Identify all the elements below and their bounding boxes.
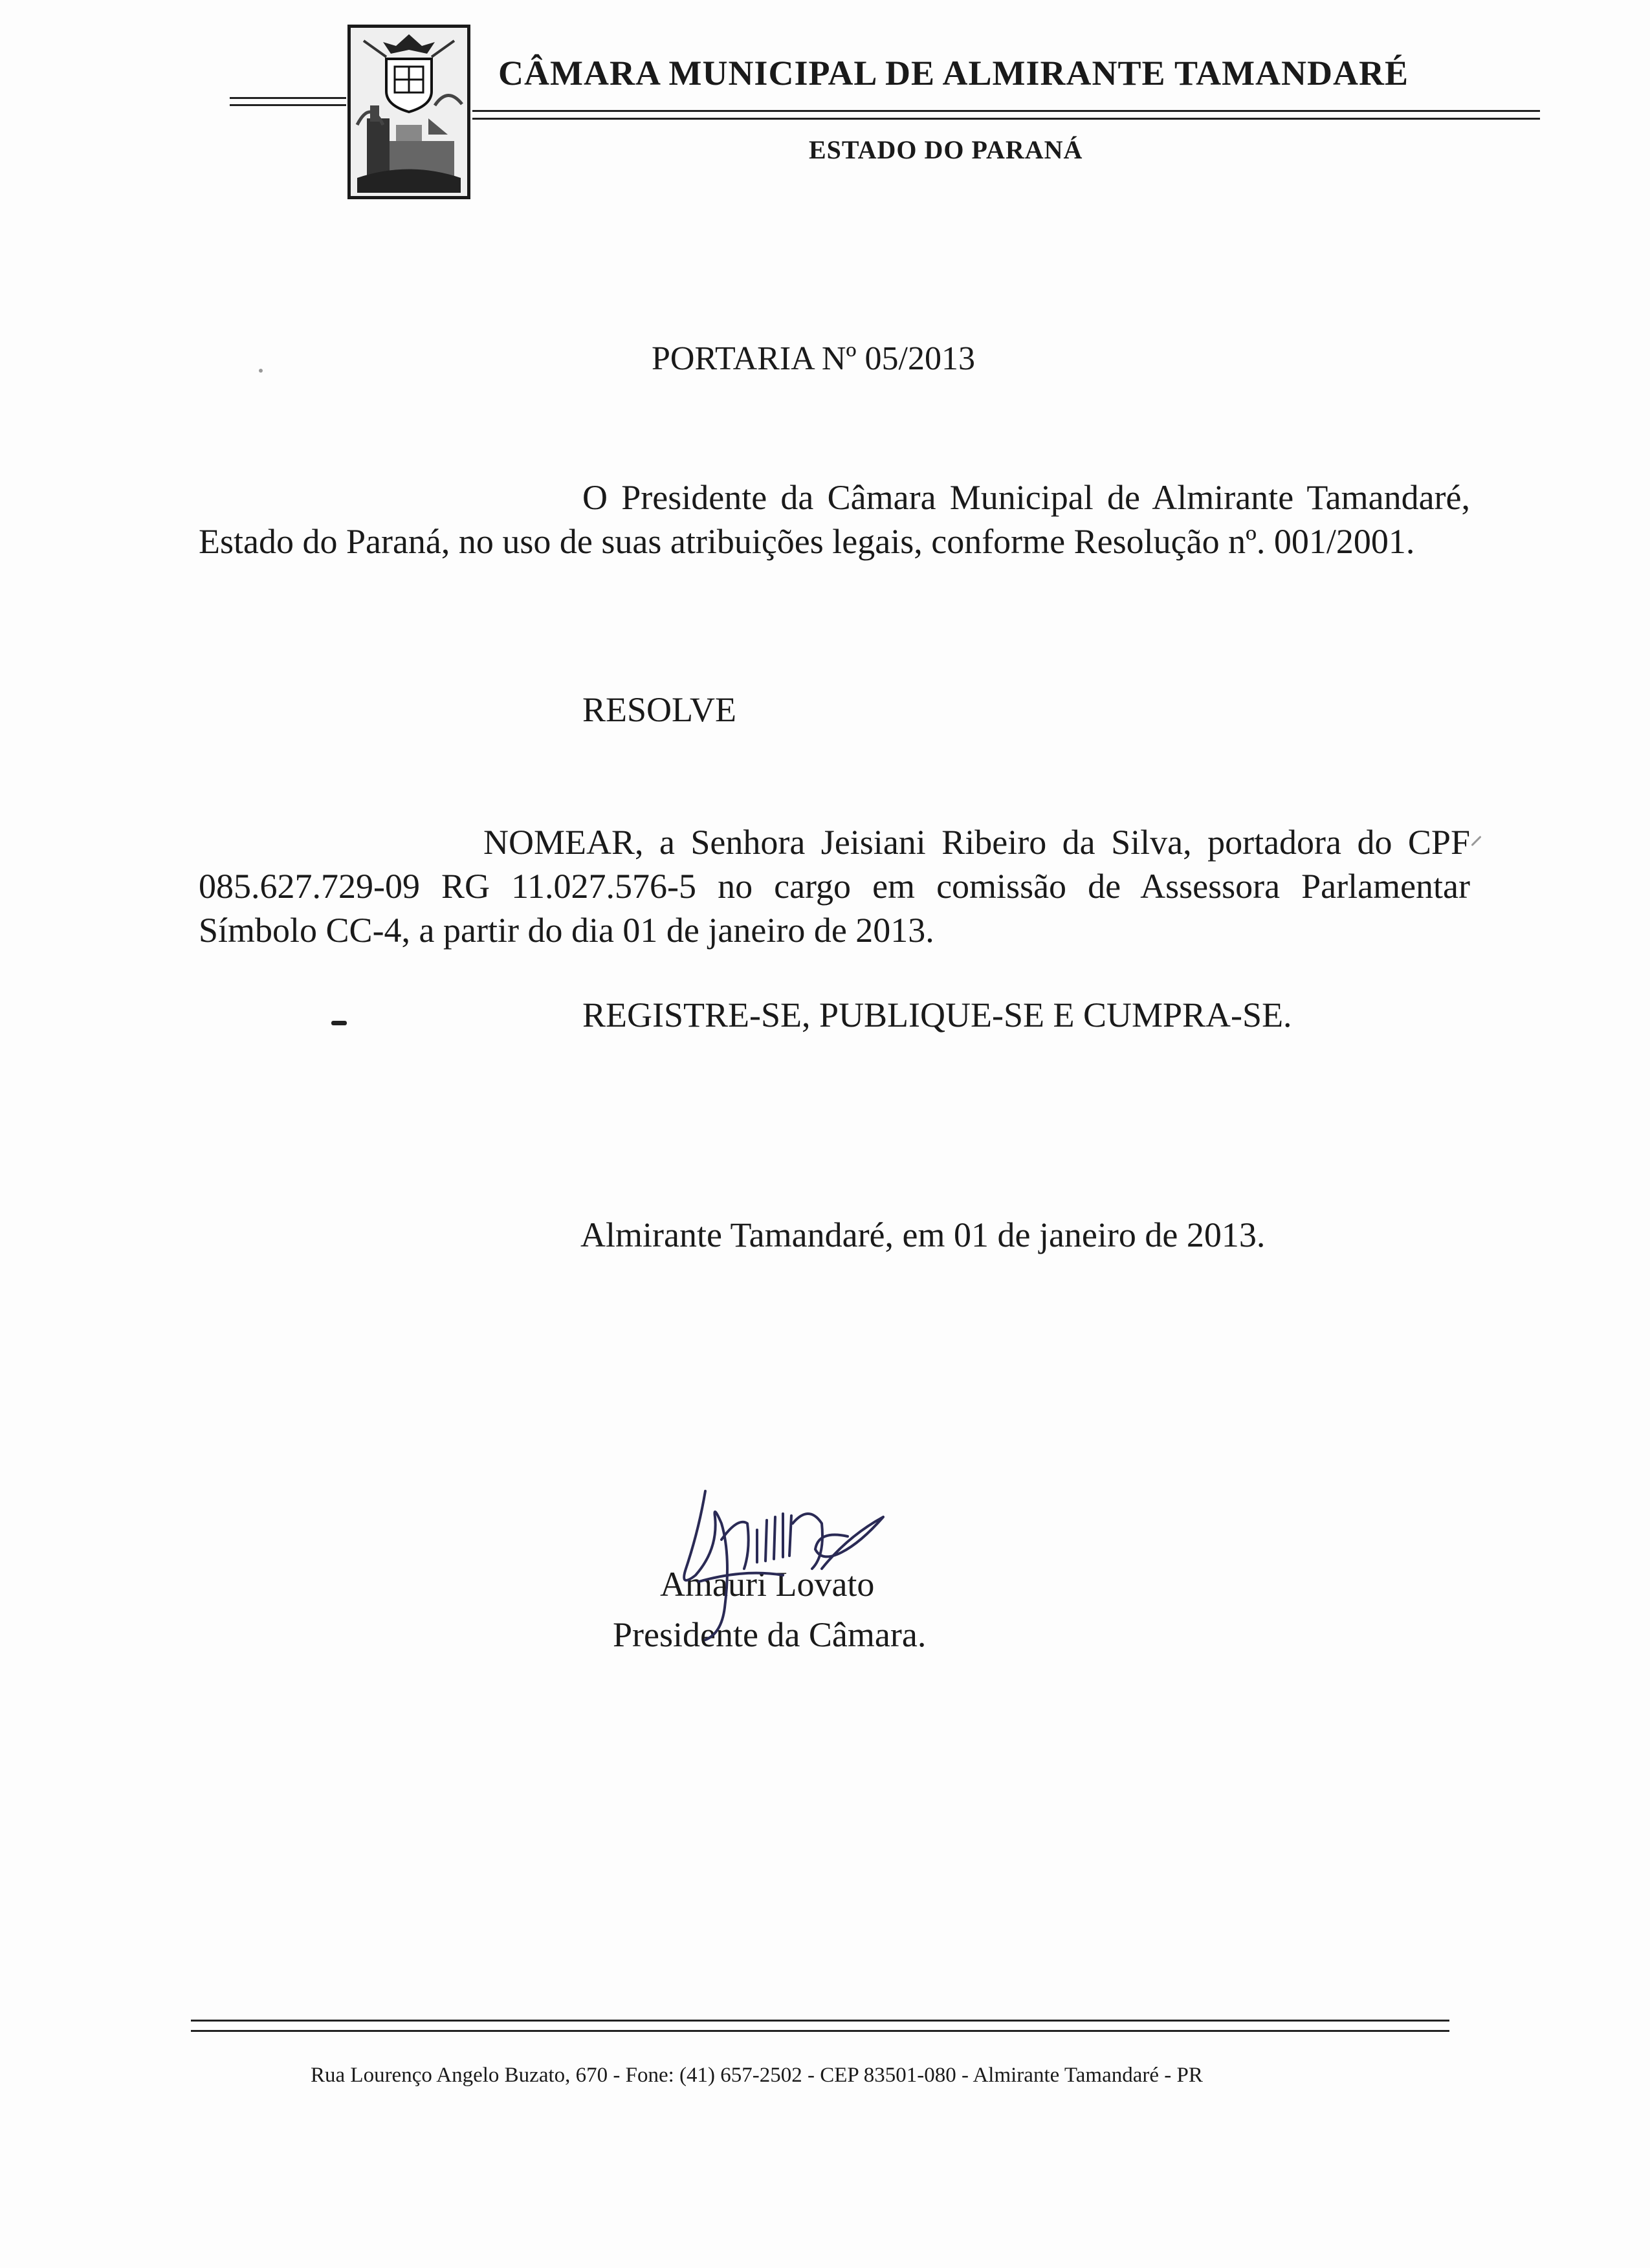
handwritten-signature [660, 1478, 906, 1646]
resolve-heading: RESOLVE [582, 690, 737, 729]
organization-name: CÂMARA MUNICIPAL DE ALMIRANTE TAMANDARÉ [498, 54, 1409, 93]
place-and-date: Almirante Tamandaré, em 01 de janeiro de 2013. [580, 1216, 1266, 1254]
preamble-paragraph: O Presidente da Câmara Municipal de Almirante Tamandaré, Estado do Paraná, no uso de suas atribuições legais, conforme Resolução nº. 001/2001. [199, 478, 1470, 561]
header-rule [230, 97, 346, 99]
signer-role: Presidente da Câmara. [613, 1615, 927, 1654]
closing-statement: REGISTRE-SE, PUBLIQUE-SE E CUMPRA-SE. [582, 996, 1292, 1034]
signer-name: Amauri Lovato [660, 1565, 875, 1604]
coat-of-arms-icon [347, 25, 470, 199]
organization-state: ESTADO DO PARANÁ [809, 135, 1083, 164]
header-rule [472, 110, 1540, 112]
appointment-paragraph: NOMEAR, a Senhora Jeisiani Ribeiro da Silva, portadora do CPF 085.627.729-09 RG 11.027.576-5 no cargo em comissão de Assessora Parlamentar Símbolo CC-4, a partir do dia 01 de janeiro de 2013. [199, 823, 1470, 950]
footer-rule [191, 2020, 1449, 2022]
footer-rule [191, 2030, 1449, 2032]
header-rule [472, 118, 1540, 120]
margin-mark [331, 1021, 347, 1025]
scan-speck [259, 369, 263, 373]
footer-address: Rua Lourenço Angelo Buzato, 670 - Fone: (41) 657-2502 - CEP 83501-080 - Almirante Tamandaré - PR [311, 2064, 1203, 2087]
scan-speck [1471, 836, 1481, 846]
document-title: PORTARIA Nº 05/2013 [652, 340, 975, 377]
header-rule [230, 104, 346, 106]
